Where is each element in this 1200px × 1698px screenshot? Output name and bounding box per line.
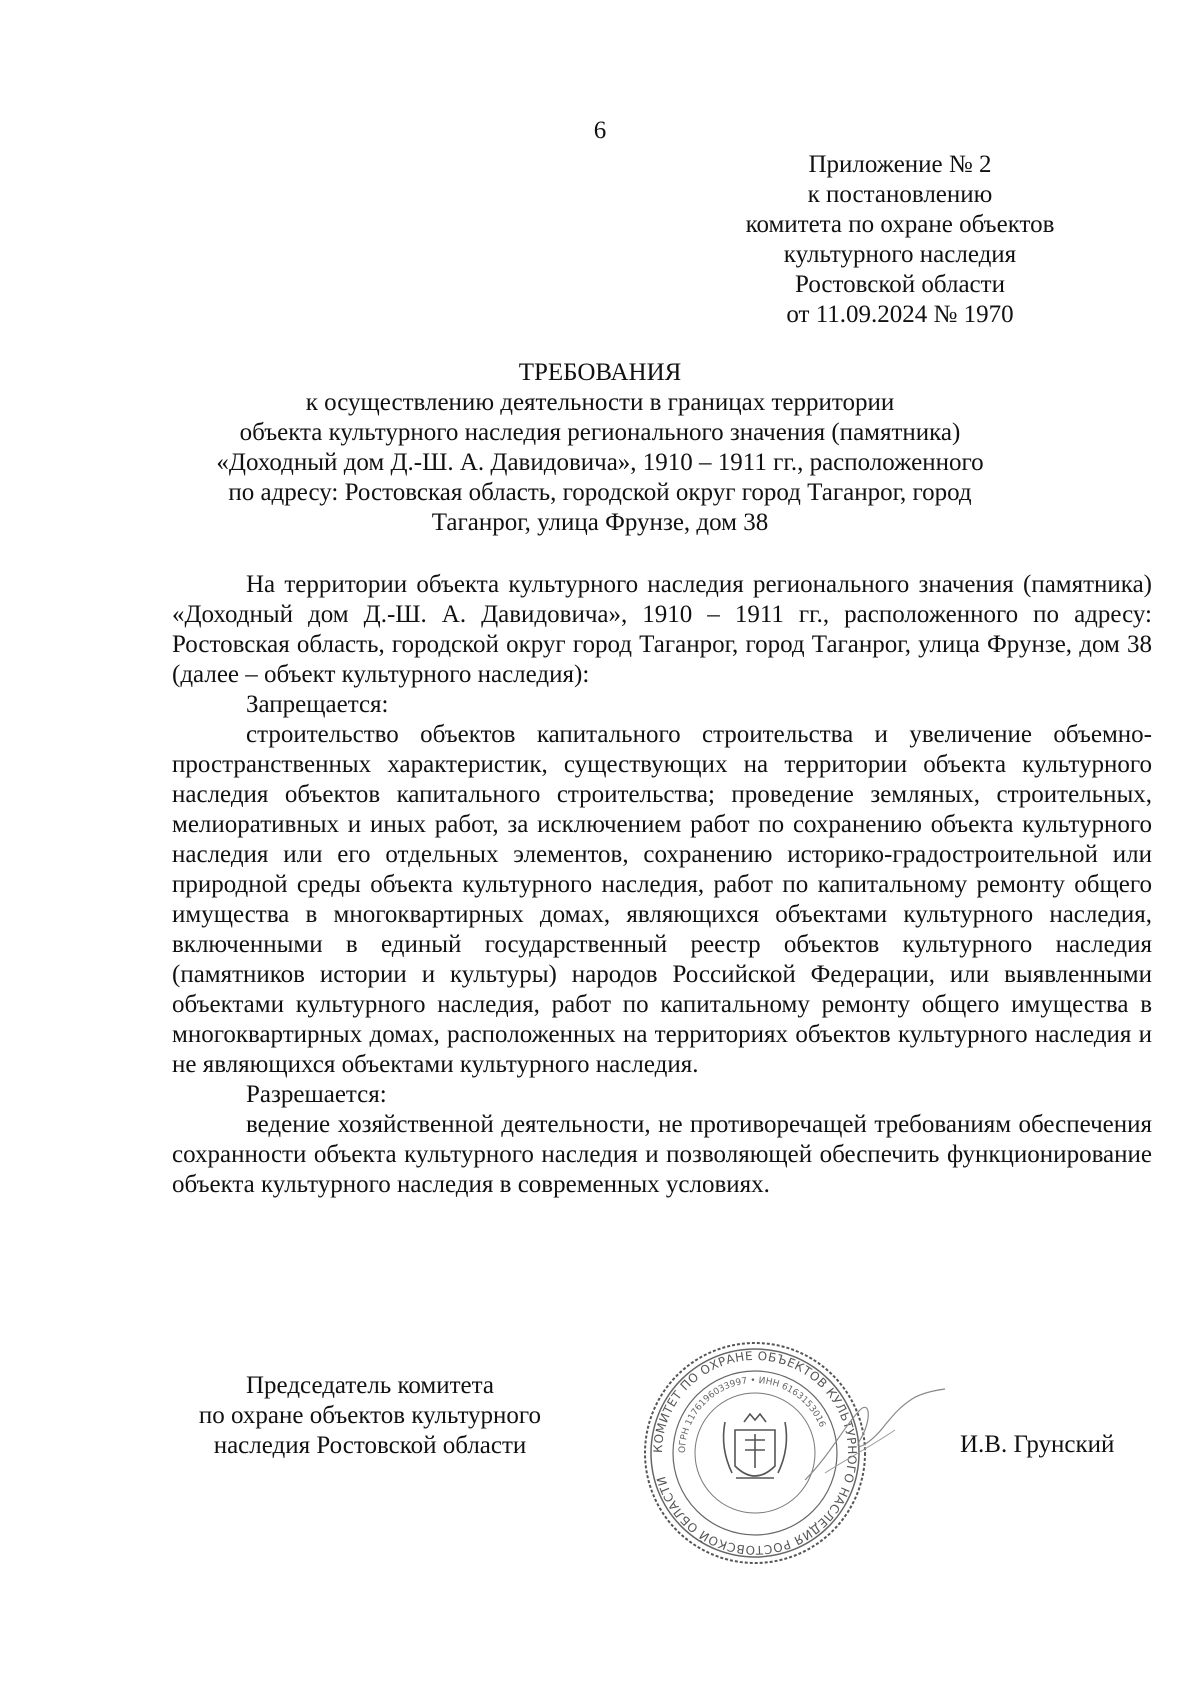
coat-of-arms-icon [724, 1414, 787, 1478]
appendix-line: к постановлению [807, 181, 993, 208]
appendix-line: культурного наследия [783, 241, 1017, 268]
appendix-line: комитета по охране объектов [745, 211, 1055, 238]
title-line: к осуществлению деятельности в границах территории [305, 389, 895, 416]
allowed-label: Разрешается: [246, 1081, 387, 1108]
title-line: объекта культурного наследия регионального значения (памятника) [239, 419, 961, 446]
appendix-line: от 11.09.2024 № 1970 [786, 301, 1014, 328]
intro-paragraph: На территории объекта культурного наследия регионального значения (памятника) «Доходный дом Д.-Ш. А. Давидовича», 1910 – 1911 гг., расположенного по адресу: Ростовская область, городской округ город Таганрог, город Таганрог, улица Фрунзе, дом 38 (далее – объект культурного наследия): [172, 571, 1152, 688]
title-line: по адресу: Ростовская область, городской округ город Таганрог, город [228, 479, 972, 506]
prohibited-label: Запрещается: [246, 691, 389, 718]
appendix-block [725, 150, 1075, 330]
signatory-position-line: наследия Ростовской области [213, 1432, 527, 1459]
document-body [172, 570, 1152, 1200]
seal-outer-text: КОМИТЕТ ПО ОХРАНЕ ОБЪЕКТОВ КУЛЬТУРНОГО НАСЛЕДИЯ РОСТОВСКОЙ ОБЛАСТИ [650, 1348, 860, 1558]
handwritten-signature [800, 1385, 950, 1495]
title-line: Таганрог, улица Фрунзе, дом 38 [431, 509, 769, 536]
signatory-name: И.В. Грунский [960, 1431, 1115, 1458]
title-line: «Доходный дом Д.-Ш. А. Давидовича», 1910 – 1911 гг., расположенного [216, 449, 984, 476]
signatory-position-line: по охране объектов культурного [198, 1402, 542, 1429]
page-number: 6 [593, 117, 607, 144]
appendix-line: Ростовской области [795, 271, 1005, 298]
signatory-position-line: Председатель комитета [246, 1372, 494, 1399]
document-title [150, 358, 1050, 538]
signatory-position [165, 1371, 575, 1461]
title-heading: ТРЕБОВАНИЯ [518, 359, 682, 386]
allowed-paragraph: ведение хозяйственной деятельности, не противоречащей требованиям обеспечения сохранности объекта культурного наследия и позволяющей обеспечить функционирование объекта культурного наследия в современных условиях. [172, 1111, 1152, 1198]
prohibited-paragraph: строительство объектов капитального строительства и увеличение объемно-пространственных характеристик, существующих на территории объекта культурного наследия объектов капитального строительства; проведение земляных, строительных, мелиоративных и иных работ, за исключением работ по сохранению объекта культурного наследия или его отдельных элементов, сохранению историко-градостроительной или природной среды объекта культурного наследия, работ по капитальному ремонту общего имущества в многоквартирных домах, являющихся объектами культурного наследия, включенными в единый государственный реестр объектов культурного наследия (памятников истории и культуры) народов Российской Федерации, или выявленными объектами культурного наследия, работ по капитальному ремонту общего имущества в многоквартирных домах, расположенных на территориях объектов культурного наследия и не являющихся объектами культурного наследия. [172, 721, 1152, 1078]
seal-inner-text: ОГРН 1176196033997 • ИНН 6163153016 [677, 1375, 827, 1454]
appendix-line: Приложение № 2 [808, 151, 992, 178]
